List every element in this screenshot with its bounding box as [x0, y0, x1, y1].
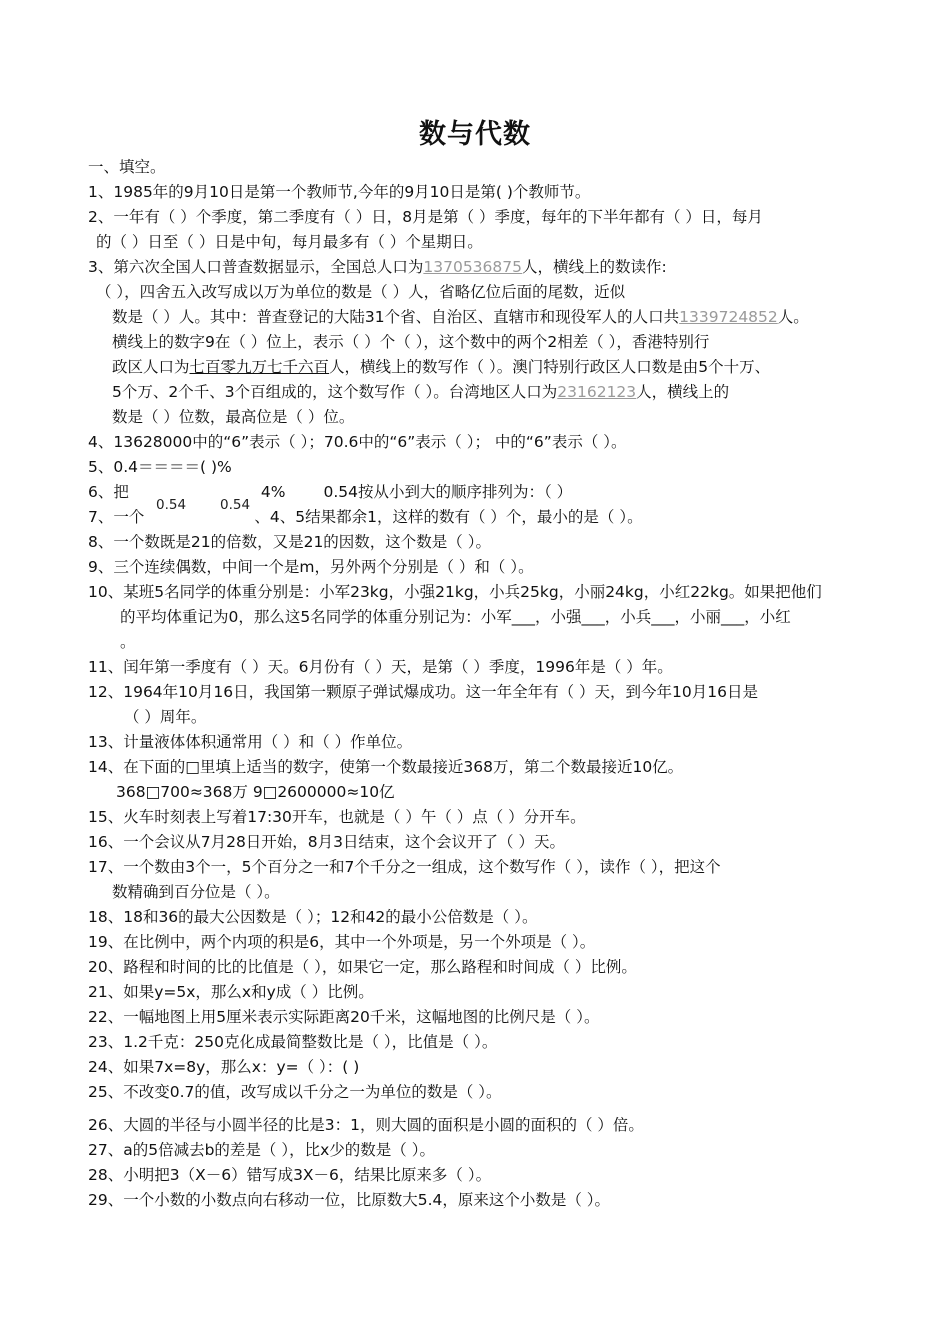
- q7-text: 、4、5结果都余1，这样的数有（ ）个，最小的是（ ）。: [254, 508, 643, 526]
- q3-text: 政区人口为: [112, 358, 190, 376]
- question-2-line-1: 2、一年有（ ）个季度，第二季度有（ ）日，8月是第（ ）季度，每年的下半年都有（ ）日，每月: [88, 208, 763, 226]
- q3-text: 数是（ ）人。其中：普查登记的大陆31个省、自治区、直辖市和现役军人的人口共: [112, 308, 680, 326]
- q6-percent: 4%: [260, 483, 286, 501]
- question-11: 11、闰年第一季度有（ ）天。6月份有（ ）天，是第（ ）季度，1996年是（ ）年。: [88, 658, 673, 676]
- question-14-line-1: 14、在下面的□里填上适当的数字，使第一个数最接近368万，第二个数最接近10亿。: [88, 758, 684, 776]
- overlay-number-1: 0.54: [150, 495, 192, 515]
- question-17-line-2: 数精确到百分位是（ ）。: [112, 883, 280, 901]
- question-3-line-1: [88, 256, 667, 278]
- q3-text: 人。: [777, 308, 809, 326]
- q3-mainland-number: 1339724852: [679, 308, 778, 326]
- q3-taiwan-number: 23162123: [557, 383, 637, 401]
- q3-hongkong-number: 七百零九万七千六百: [189, 358, 330, 376]
- question-10-line-1: 10、某班5名同学的体重分别是：小军23kg，小强21kg，小兵25kg，小丽24kg，小红22kg。如果把他们: [88, 583, 822, 601]
- q3-population-number: 1370536875: [423, 258, 522, 276]
- question-14-line-2: 368□700≈368万 9□2600000≈10亿: [116, 783, 395, 801]
- page-title: 数与代数: [419, 119, 531, 150]
- question-12-line-1: 12、1964年10月16日，我国第一颗原子弹试爆成功。这一年全年有（ ）天，到今年10月16日是: [88, 683, 758, 701]
- question-3-line-7: 数是（ ）位数，最高位是（ ）位。: [112, 408, 355, 426]
- question-18: 18、18和36的最大公因数是（ ）；12和42的最小公倍数是（ ）。: [88, 908, 538, 926]
- question-17-line-1: 17、一个数由3个一，5个百分之一和7个千分之一组成，这个数写作（ ），读作（ ），把这个: [88, 858, 721, 876]
- q7-text: 7、一个: [88, 508, 145, 526]
- question-3-line-2: （ ），四舍五入改写成以万为单位的数是（ ）人，省略亿位后面的尾数，近似: [96, 283, 626, 301]
- q3-text: 人，横线上的: [636, 383, 730, 401]
- question-1: 1、1985年的9月10日是第一个教师节,今年的9月10日是第( )个教师节。: [88, 183, 591, 201]
- q6-text: 6、把: [88, 483, 129, 501]
- q3-text: 人，横线上的数读作:: [522, 258, 667, 276]
- question-13: 13、计量液体体积通常用（ ）和（ ）作单位。: [88, 733, 413, 751]
- q3-text: 5个万、2个千、3个百组成的，这个数写作（ ）。台湾地区人口为: [112, 383, 558, 401]
- section-heading: 一、填空。: [88, 158, 166, 176]
- question-24: 24、如果7x=8y，那么x：y=（ ）：( ): [88, 1058, 360, 1076]
- q6-text: 0.54按从小到大的顺序排列为：（ ）: [323, 483, 573, 501]
- question-27: 27、a的5倍减去b的差是（ ），比x少的数是（ ）。: [88, 1141, 435, 1159]
- question-28: 28、小明把3（X－6）错写成3X－6，结果比原来多（ ）。: [88, 1166, 492, 1184]
- question-16: 16、一个会议从7月28日开始，8月3日结束，这个会议开了（ ）天。: [88, 833, 565, 851]
- question-12-line-2: （ ）周年。: [124, 708, 207, 726]
- question-10-line-2: 的平均体重记为0，那么这5名同学的体重分别记为：小军___，小强___，小兵___，小丽___，小红: [120, 608, 791, 626]
- question-26: 26、大圆的半径与小圆半径的比是3：1，则大圆的面积是小圆的面积的（ ）倍。: [88, 1116, 644, 1134]
- question-21: 21、如果y=5x，那么x和y成（ ）比例。: [88, 983, 374, 1001]
- question-10-line-3: 。: [120, 633, 136, 651]
- question-19: 19、在比例中，两个内项的积是6，其中一个外项是，另一个外项是（ ）。: [88, 933, 596, 951]
- question-9: 9、三个连续偶数，中间一个是m，另外两个分别是（ ）和（ ）。: [88, 558, 534, 576]
- question-3-line-3: [112, 306, 809, 328]
- question-3-line-4: 横线上的数字9在（ ）位上，表示（ ）个（ ），这个数中的两个2相差（ ），香港特别行: [112, 333, 710, 351]
- question-23: 23、1.2千克：250克化成最简整数比是（ ），比值是（ ）。: [88, 1033, 498, 1051]
- question-8: 8、一个数既是21的倍数，又是21的因数，这个数是（ ）。: [88, 533, 491, 551]
- question-3-line-6: [112, 381, 729, 403]
- q3-text: 3、第六次全国人口普查数据显示，全国总人口为: [88, 258, 424, 276]
- question-7: [88, 506, 643, 528]
- question-3-line-5: [112, 356, 770, 378]
- q3-text: 人，横线上的数写作（ ）。澳门特别行政区人口数是由5个十万、: [329, 358, 771, 376]
- overlay-number-2: 0.54: [214, 495, 256, 515]
- question-5: 5、0.4＝＝＝＝( )%: [88, 458, 232, 476]
- question-15: 15、火车时刻表上写着17:30开车，也就是（ ）午（ ）点（ ）分开车。: [88, 808, 586, 826]
- question-4: 4、13628000中的“6”表示（ ）；70.6中的“6”表示（ ）； 中的“6”表示（ ）。: [88, 433, 627, 451]
- question-22: 22、一幅地图上用5厘米表示实际距离20千米，这幅地图的比例尺是（ ）。: [88, 1008, 600, 1026]
- question-25: 25、不改变0.7的值，改写成以千分之一为单位的数是（ ）。: [88, 1083, 502, 1101]
- question-2-line-2: 的（ ）日至（ ）日是中旬，每月最多有（ ）个星期日。: [96, 233, 483, 251]
- question-29: 29、一个小数的小数点向右移动一位，比原数大5.4，原来这个小数是（ ）。: [88, 1191, 611, 1209]
- question-20: 20、路程和时间的比的比值是（ ），如果它一定，那么路程和时间成（ ）比例。: [88, 958, 637, 976]
